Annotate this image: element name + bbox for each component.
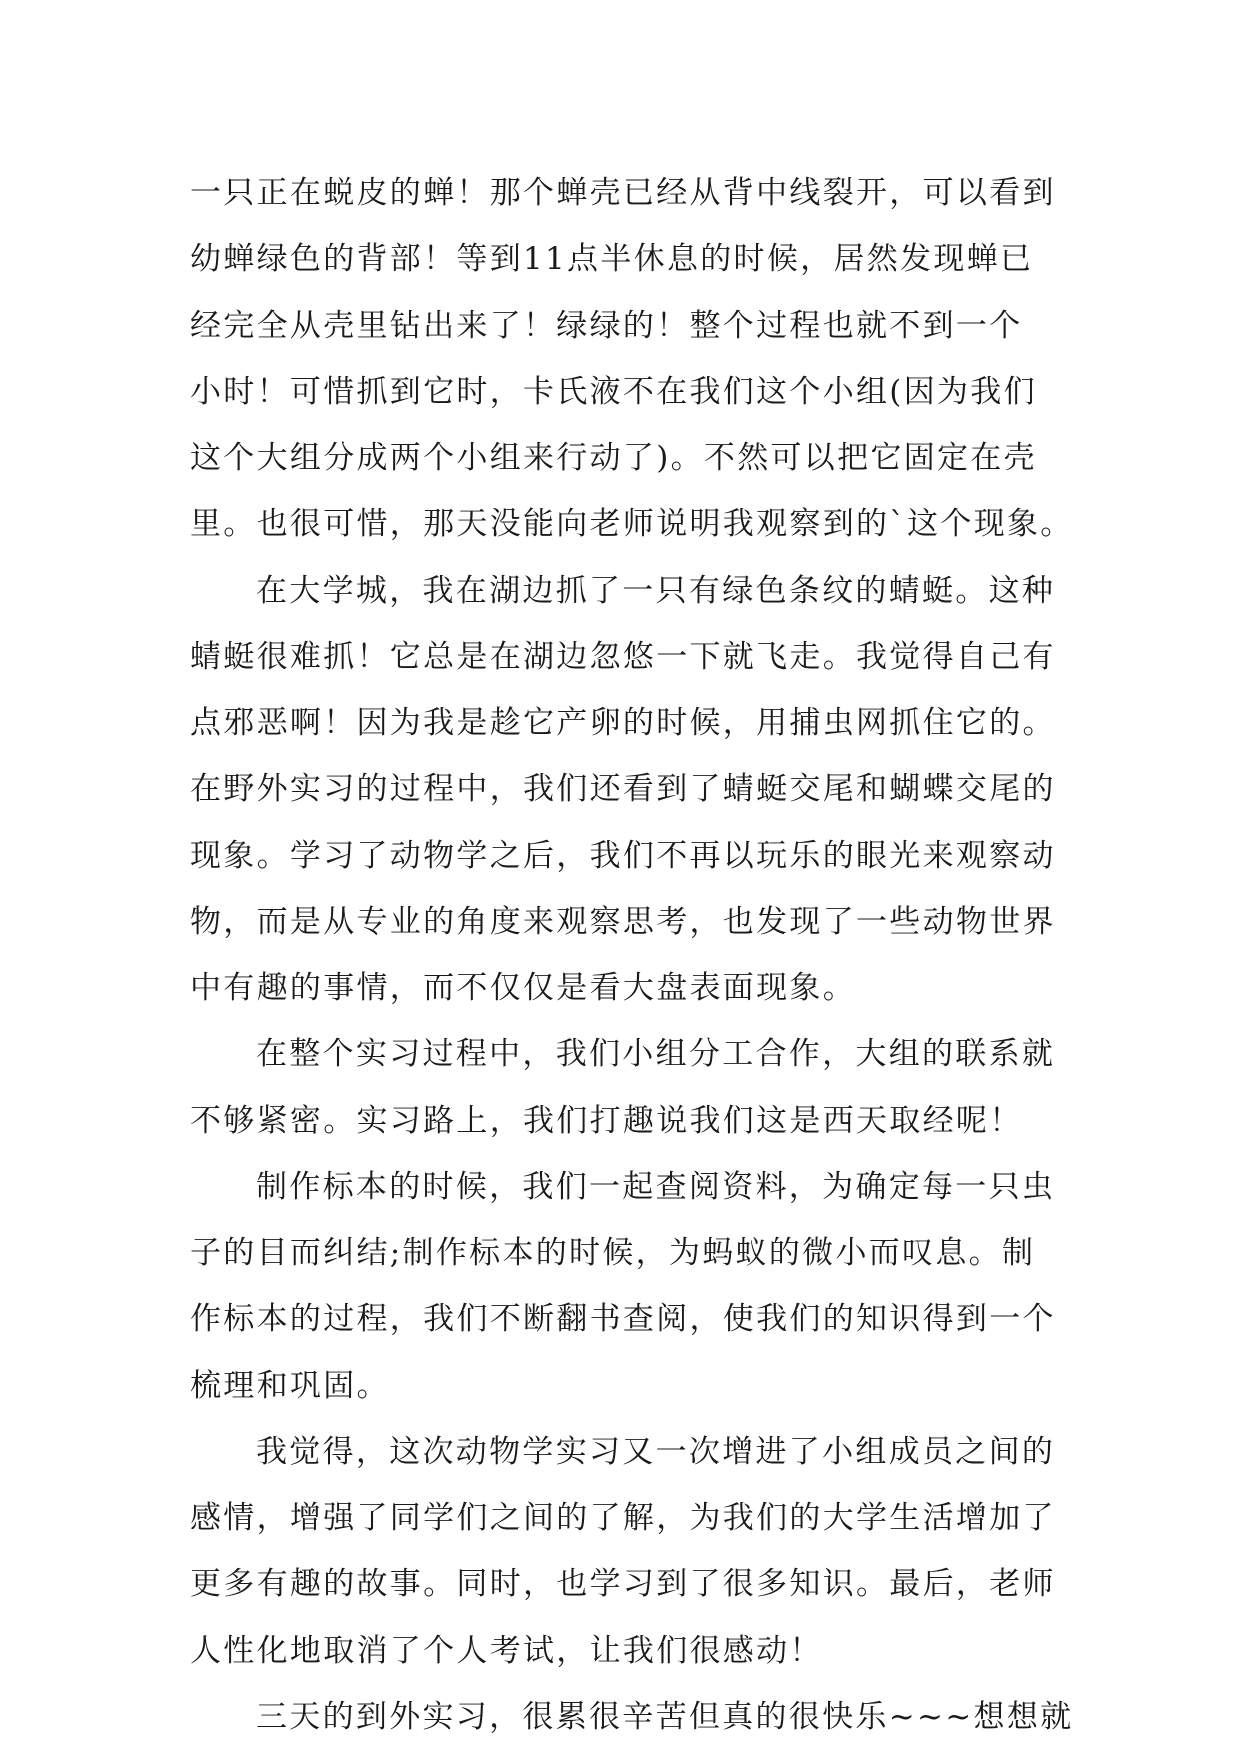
text-line: 作标本的过程，我们不断翻书查阅，使我们的知识得到一个 [190,1301,1056,1338]
text-line: 更多有趣的故事。同时，也学习到了很多知识。最后，老师 [190,1566,1056,1603]
text-line: 感情，增强了同学们之间的了解，为我们的大学生活增加了 [190,1500,1056,1536]
text-line: 这个大组分成两个小组来行动了)。不然可以把它固定在壳 [190,440,1037,476]
text-line: 现象。学习了动物学之后，我们不再以玩乐的眼光来观察动 [190,837,1056,874]
text-line: 点邪恶啊！因为我是趁它产卵的时候，用捕虫网抓住它的。 [190,705,1056,741]
text-line: 我觉得，这次动物学实习又一次增进了小组成员之间的 [256,1433,1056,1470]
text-line: 在野外实习的过程中，我们还看到了蜻蜓交尾和蝴蝶交尾的 [190,771,1056,808]
text-line: 在大学城，我在湖边抓了一只有绿色条纹的蜻蜓。这种 [256,572,1056,609]
text-line: 里。也很可惜，那天没能向老师说明我观察到的`这个现象。 [190,506,1074,543]
text-line: 不够紧密。实习路上，我们打趣说我们这是西天取经呢！ [190,1102,1023,1139]
text-line: 人性化地取消了个人考试，让我们很感动！ [190,1632,823,1669]
text-line: 蜻蜓很难抓！它总是在湖边忽悠一下就飞走。我觉得自己有 [190,638,1056,675]
text-line: 一只正在蜕皮的蝉！那个蝉壳已经从背中线裂开，可以看到 [190,175,1056,211]
text-line: 梳理和巩固。 [190,1367,390,1404]
text-line: 三天的到外实习，很累很辛苦但真的很快乐~~~想想就 [256,1698,1074,1735]
text-line: 经完全从壳里钻出来了！绿绿的！整个过程也就不到一个 [190,307,1023,344]
text-line: 小时！可惜抓到它时，卡氏液不在我们这个小组(因为我们 [190,373,1037,410]
text-line: 子的目而纠结;制作标本的时候，为蚂蚁的微小而叹息。制 [190,1235,1036,1271]
document-body [190,160,1074,1750]
text-line: 物，而是从专业的角度来观察思考，也发现了一些动物世界 [190,903,1056,940]
text-line: 在整个实习过程中，我们小组分工合作，大组的联系就 [256,1036,1056,1073]
text-line: 幼蝉绿色的背部！等到11点半休息的时候，居然发现蝉已 [190,241,1034,278]
text-line: 中有趣的事情，而不仅仅是看大盘表面现象。 [190,970,856,1006]
text-line: 制作标本的时候，我们一起查阅资料，为确定每一只虫 [256,1168,1056,1205]
